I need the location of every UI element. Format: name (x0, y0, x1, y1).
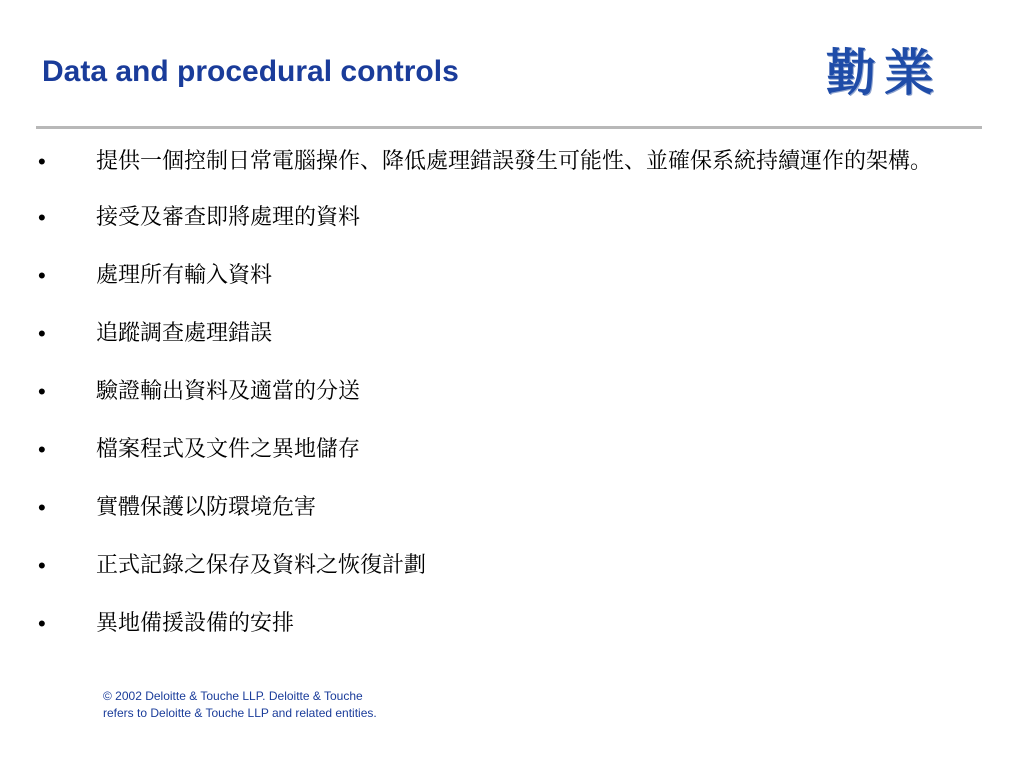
bullet-text: 實體保護以防環境危害 (96, 495, 317, 520)
title-divider (36, 126, 982, 129)
logo-character-ye: 業 (884, 44, 942, 102)
bullet-item-physical-protection (38, 492, 988, 523)
bullet-dot-icon: • (38, 495, 46, 520)
bullet-text: 驗證輸出資料及適當的分送 (96, 379, 361, 404)
bullet-item-process-input (38, 260, 988, 291)
copyright-footer (103, 688, 483, 722)
bullet-dot-icon: • (38, 263, 46, 288)
bullet-item-review-data (38, 202, 988, 233)
footer-line-1: © 2002 Deloitte & Touche LLP. Deloitte & Touche (103, 689, 363, 703)
bullet-dot-icon: • (38, 611, 46, 636)
bullet-text: 異地備援設備的安排 (96, 611, 295, 636)
controls-bullet-list (38, 146, 988, 639)
slide-title: Data and procedural controls (42, 55, 459, 88)
bullet-text: 追蹤調查處理錯誤 (96, 321, 273, 346)
logo-character-qin: 勤 (826, 44, 884, 102)
bullet-dot-icon: • (38, 379, 46, 404)
bullet-text: 提供一個控制日常電腦操作、降低處理錯誤發生可能性、並確保系統持續運作的架構。 (96, 149, 933, 174)
bullet-text: 檔案程式及文件之異地儲存 (96, 437, 361, 462)
bullet-item-recovery-plan (38, 550, 988, 581)
bullet-item-backup-arrangement (38, 608, 988, 639)
bullet-text: 正式記錄之保存及資料之恢復計劃 (96, 553, 427, 578)
footer-line-2: refers to Deloitte & Touche LLP and related entities. (103, 706, 377, 720)
bullet-dot-icon: • (38, 321, 46, 346)
bullet-item-track-errors (38, 318, 988, 349)
bullet-item-verify-output (38, 376, 988, 407)
bullet-dot-icon: • (38, 553, 46, 578)
bullet-item-offsite-storage (38, 434, 988, 465)
bullet-dot-icon: • (38, 205, 46, 230)
bullet-item-framework (38, 146, 988, 177)
deloitte-logo (826, 38, 986, 108)
bullet-text: 處理所有輸入資料 (96, 263, 273, 288)
bullet-dot-icon: • (38, 149, 46, 174)
bullet-text: 接受及審查即將處理的資料 (96, 205, 361, 230)
bullet-dot-icon: • (38, 437, 46, 462)
